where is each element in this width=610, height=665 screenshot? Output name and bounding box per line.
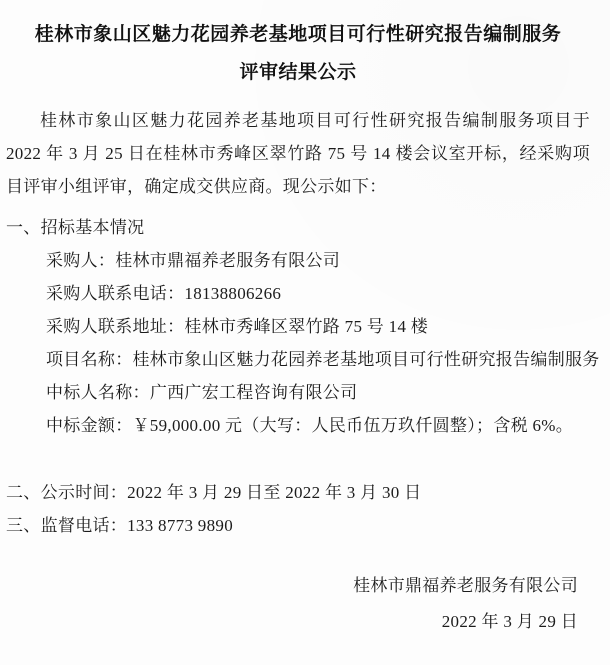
section-basic-info-heading: 一、招标基本情况 — [6, 218, 145, 237]
field-winning-amount-label: 中标金额： — [46, 416, 133, 435]
field-purchaser-label: 采购人： — [46, 251, 116, 270]
signature-company: 桂林市鼎福养老服务有限公司 — [353, 576, 578, 595]
signature-block — [6, 568, 590, 640]
field-purchaser — [46, 244, 590, 277]
basic-info-list — [6, 244, 600, 442]
field-winning-bidder-value: 广西广宏工程咨询有限公司 — [149, 383, 358, 402]
field-winning-amount-value: ￥59,000.00 元（大写：人民币伍万玖仟圆整）；含税 6%。 — [132, 416, 574, 435]
document-title-line2: 评审结果公示 — [239, 62, 357, 83]
field-winning-amount — [46, 409, 590, 442]
field-purchaser-address — [46, 310, 590, 343]
document-title-line1: 桂林市象山区魅力花园养老基地项目可行性研究报告编制服务 — [34, 24, 562, 45]
signature-date: 2022 年 3 月 29 日 — [441, 612, 578, 631]
field-project-name-label: 项目名称： — [46, 350, 133, 369]
field-purchaser-phone-label: 采购人联系电话： — [46, 284, 185, 303]
publicity-period-value: 2022 年 3 月 29 日至 2022 年 3 月 30 日 — [127, 483, 422, 502]
publicity-period-label: 二、公示时间： — [6, 483, 128, 502]
field-winning-bidder-label: 中标人名称： — [46, 383, 150, 402]
supervision-phone-value: 133 8773 9890 — [127, 516, 234, 535]
field-project-name — [46, 343, 600, 376]
section-supervision-phone — [6, 509, 590, 542]
intro-paragraph: 桂林市象山区魅力花园养老基地项目可行性研究报告编制服务项目于 2022 年 3 月 25 日在桂林市秀峰区翠竹路 75 号 14 楼会议室开标，经采购项目评审小组评审，确定成交供应商。现公示如下： — [6, 111, 590, 196]
field-purchaser-phone-value: 18138806266 — [184, 284, 282, 303]
section-publicity-period — [6, 476, 590, 509]
field-purchaser-address-label: 采购人联系地址： — [46, 317, 185, 336]
field-purchaser-phone — [46, 277, 590, 310]
field-winning-bidder — [46, 376, 590, 409]
field-project-name-value: 桂林市象山区魅力花园养老基地项目可行性研究报告编制服务 — [132, 350, 600, 369]
field-purchaser-address-value: 桂林市秀峰区翠竹路 75 号 14 楼 — [184, 317, 429, 336]
supervision-phone-label: 三、监督电话： — [6, 516, 128, 535]
field-purchaser-value: 桂林市鼎福养老服务有限公司 — [115, 251, 341, 270]
document-title — [6, 16, 590, 92]
